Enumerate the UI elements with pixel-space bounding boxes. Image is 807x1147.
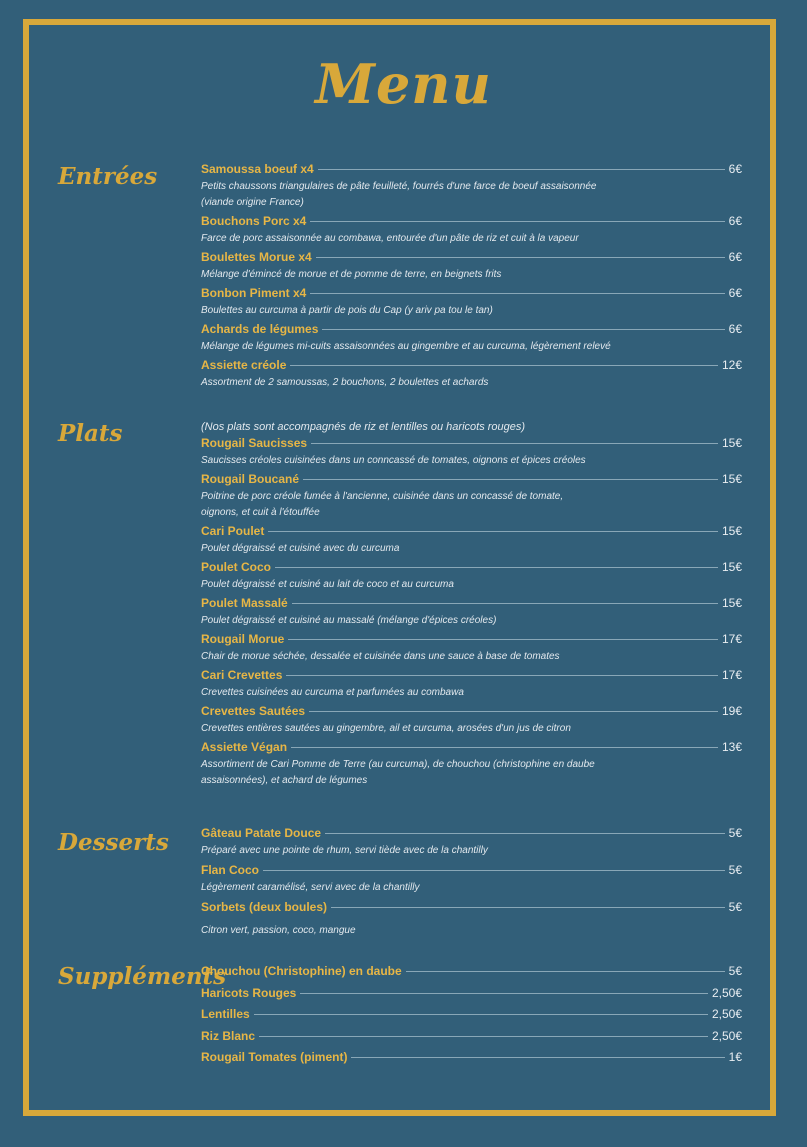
menu-item-price: 6€ — [728, 250, 742, 264]
menu-item — [201, 1050, 742, 1067]
menu-item-line — [201, 524, 742, 541]
menu-item-description: Boulettes au curcuma à partir de pois du Cap (y ariv pa tou le tan) — [201, 305, 493, 316]
menu-item-name: Poulet Coco — [201, 560, 272, 574]
menu-item — [201, 704, 742, 737]
menu-item-description: (viande origine France) — [201, 197, 304, 208]
menu-item-name: Sorbets (deux boules) — [201, 900, 328, 914]
dotted-leader — [351, 1057, 724, 1058]
menu-item-description: oignons, et cuit à l'étouffée — [201, 507, 320, 518]
menu-item-name: Boulettes Morue x4 — [201, 250, 312, 264]
menu-item-line — [201, 436, 742, 453]
menu-item — [201, 358, 742, 391]
menu-item-name: Achards de légumes — [201, 322, 319, 336]
menu-item-line — [201, 560, 742, 577]
menu-item-name: Bouchons Porc x4 — [201, 214, 307, 228]
menu-item-line — [201, 986, 742, 1003]
menu-item — [201, 986, 742, 1003]
menu-item-line — [201, 740, 742, 757]
menu-item-line — [201, 250, 742, 267]
menu-item-name: Bonbon Piment x4 — [201, 286, 307, 300]
dotted-leader — [263, 870, 725, 871]
dotted-leader — [286, 675, 718, 676]
dotted-leader — [300, 993, 708, 994]
dotted-leader — [322, 329, 724, 330]
dotted-leader — [310, 293, 724, 294]
menu-item-description: Poulet dégraissé et cuisiné au lait de coco et au curcuma — [201, 579, 454, 590]
menu-item — [201, 596, 742, 629]
menu-item-name: Samoussa boeuf x4 — [201, 162, 314, 176]
menu-item-description: Poitrine de porc créole fumée à l'ancienne, cuisinée dans un concassé de tomate, — [201, 491, 564, 502]
menu-item-name: Haricots Rouges — [201, 985, 297, 1000]
dotted-leader — [318, 169, 725, 170]
menu-item — [201, 322, 742, 355]
section-title-supplements: Suppléments — [58, 963, 227, 990]
dotted-leader — [325, 833, 725, 834]
dotted-leader — [268, 531, 718, 532]
menu-item-price: 6€ — [728, 286, 742, 300]
menu-item-line — [201, 162, 742, 179]
menu-item-line — [201, 668, 742, 685]
dotted-leader — [292, 603, 718, 604]
menu-item-name: Flan Coco — [201, 863, 260, 877]
menu-item-line — [201, 704, 742, 721]
menu-item — [201, 250, 742, 283]
menu-item-price: 5€ — [728, 900, 742, 914]
menu-item — [201, 162, 742, 211]
menu-item-description: Mélange de légumes mi-cuits assaisonnées au gingembre et au curcuma, légèrement relevé — [201, 341, 611, 352]
menu-item-line — [201, 286, 742, 303]
menu-item-line — [201, 472, 742, 489]
menu-item — [201, 560, 742, 593]
menu-item-line — [201, 1007, 742, 1024]
menu-item-name: Poulet Massalé — [201, 596, 288, 610]
menu-item-description: Petits chaussons triangulaires de pâte feuilleté, fourrés d'une farce de boeuf assaisonnée — [201, 181, 597, 192]
menu-item-price: 2,50€ — [711, 1028, 742, 1043]
menu-item-name: Rougail Tomates (piment) — [201, 1050, 348, 1064]
menu-item-price: 15€ — [721, 524, 742, 538]
menu-item-name: Cari Poulet — [201, 524, 265, 538]
menu-item-price: 17€ — [721, 668, 742, 682]
menu-item-name: Cari Crevettes — [201, 668, 283, 682]
menu-item — [201, 1029, 742, 1046]
menu-item-price: 5€ — [728, 826, 742, 840]
menu-item — [201, 1007, 742, 1024]
menu-item-name: Crevettes Sautées — [201, 704, 306, 718]
menu-item-name: Gâteau Patate Douce — [201, 826, 322, 840]
menu-item-description: Légèrement caramélisé, servi avec de la chantilly — [201, 882, 420, 893]
menu-item-line — [201, 964, 742, 981]
menu-item — [201, 826, 742, 859]
menu-item-price: 1€ — [728, 1050, 742, 1064]
menu-item — [201, 964, 742, 981]
section-title-entrees: Entrées — [58, 163, 158, 190]
menu-item-description: Assortment de 2 samoussas, 2 bouchons, 2 boulettes et achards — [201, 377, 489, 388]
menu-item-price: 5€ — [728, 863, 742, 877]
menu-item — [201, 436, 742, 469]
menu-item-price: 15€ — [721, 596, 742, 610]
menu-item-name: Rougail Saucisses — [201, 436, 308, 450]
items-entrees — [201, 162, 742, 394]
menu-item-description: Mélange d'émincé de morue et de pomme de terre, en beignets frits — [201, 269, 502, 280]
menu-item-name: Rougail Boucané — [201, 472, 300, 486]
menu-item-name: Rougail Morue — [201, 632, 285, 646]
menu-item-price: 6€ — [728, 214, 742, 228]
menu-item-name: Assiette créole — [201, 358, 287, 372]
menu-item — [201, 740, 742, 789]
menu-item-line — [201, 358, 742, 375]
menu-item-price: 2,50€ — [711, 1007, 742, 1021]
items-desserts — [201, 826, 742, 943]
menu-item-name: Assiette Végan — [201, 740, 288, 754]
menu-item-line — [201, 1029, 742, 1046]
dotted-leader — [310, 221, 724, 222]
section-title-plats: Plats — [58, 420, 123, 447]
menu-title: Menu — [315, 52, 492, 116]
menu-item — [201, 472, 742, 521]
items-plats — [201, 418, 742, 792]
menu-item-price: 13€ — [721, 740, 742, 754]
menu-item-price: 5€ — [728, 964, 742, 978]
menu-item-description: assaisonnées), et achard de légumes — [201, 775, 368, 786]
dotted-leader — [290, 365, 718, 366]
menu-item — [201, 524, 742, 557]
menu-item-price: 15€ — [721, 472, 742, 486]
menu-item-description: Crevettes cuisinées au curcuma et parfumées au combawa — [201, 687, 464, 698]
menu-item-price: 6€ — [728, 322, 742, 336]
dotted-leader — [254, 1014, 708, 1015]
menu-item — [201, 286, 742, 319]
menu-item-line — [201, 900, 742, 917]
menu-item-name: Chouchou (Christophine) en daube — [201, 964, 402, 978]
menu-item-price: 12€ — [721, 358, 742, 372]
dotted-leader — [303, 479, 718, 480]
menu-item-name: Lentilles — [201, 1007, 250, 1021]
menu-item-description: Farce de porc assaisonnée au combawa, entourée d'un pâte de riz et cuit à la vapeur — [201, 233, 579, 244]
plats-note: (Nos plats sont accompagnés de riz et lentilles ou haricots rouges) — [201, 421, 526, 433]
menu-item-name: Riz Blanc — [201, 1028, 256, 1043]
menu-item-line — [201, 322, 742, 339]
menu-item — [201, 632, 742, 665]
menu-item — [201, 214, 742, 247]
dotted-leader — [311, 443, 718, 444]
menu-item-line — [201, 863, 742, 880]
menu-item-price: 6€ — [728, 162, 742, 176]
dotted-leader — [291, 747, 718, 748]
menu-item-line — [201, 214, 742, 231]
menu-item — [201, 900, 742, 939]
menu-item-description: Préparé avec une pointe de rhum, servi tiède avec de la chantilly — [201, 845, 488, 856]
menu-item-description: Poulet dégraissé et cuisiné au massalé (mélange d'épices créoles) — [201, 615, 497, 626]
menu-item-description: Citron vert, passion, coco, mangue — [201, 925, 356, 936]
menu-item-description: Assortiment de Cari Pomme de Terre (au curcuma), de chouchou (christophine en daube — [201, 759, 595, 770]
menu-item-price: 15€ — [721, 560, 742, 574]
menu-item-price: 19€ — [721, 704, 742, 718]
items-supplements — [201, 964, 742, 1072]
menu-item-line — [201, 1050, 742, 1067]
menu-item-line — [201, 632, 742, 649]
dotted-leader — [275, 567, 718, 568]
dotted-leader — [288, 639, 718, 640]
dotted-leader — [309, 711, 718, 712]
menu-item-line — [201, 826, 742, 843]
menu-item — [201, 863, 742, 896]
section-title-desserts: Desserts — [58, 829, 169, 856]
menu-item-description: Crevettes entières sautées au gingembre, ail et curcuma, arosées d'un jus de citron — [201, 723, 571, 734]
menu-item-price: 2,50€ — [711, 985, 742, 1000]
dotted-leader — [406, 971, 725, 972]
dotted-leader — [259, 1036, 708, 1037]
menu-item-price: 17€ — [721, 632, 742, 646]
menu-item — [201, 668, 742, 701]
menu-item-line — [201, 596, 742, 613]
menu-item-description: Saucisses créoles cuisinées dans un conncassé de tomates, oignons et épices créoles — [201, 455, 586, 466]
dotted-leader — [331, 907, 725, 908]
dotted-leader — [316, 257, 725, 258]
menu-item-description: Poulet dégraissé et cuisiné avec du curcuma — [201, 543, 400, 554]
menu-item-price: 15€ — [721, 436, 742, 450]
menu-item-description: Chair de morue séchée, dessalée et cuisinée dans une sauce à base de tomates — [201, 651, 560, 662]
